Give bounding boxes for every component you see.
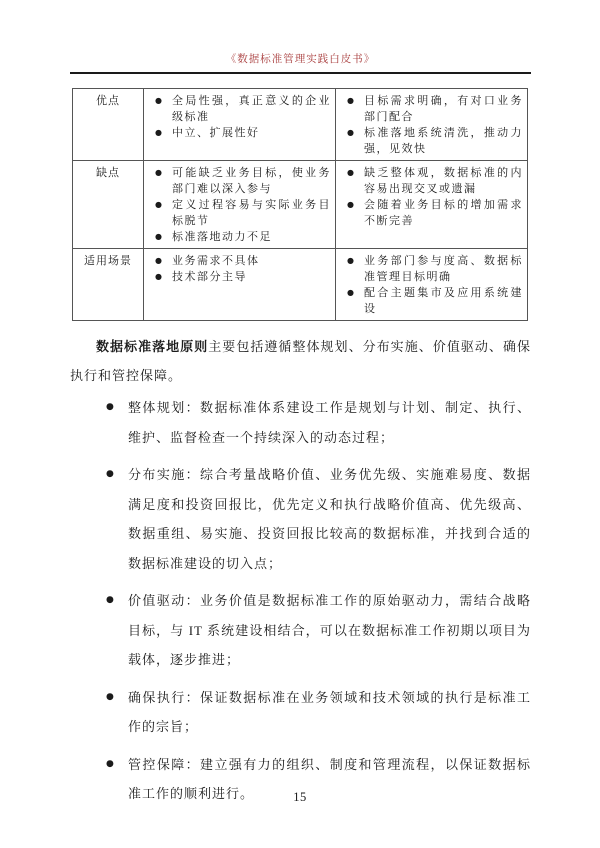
cell-bullet-text: 会随着业务目标的增加需求不断完善 [364, 199, 523, 227]
intro-paragraph [70, 332, 531, 390]
table-cell [144, 89, 336, 161]
intro-paragraph-rest: 主要包括遵循整体规划、分布实施、价值驱动、确保执行和管控保障。 [70, 339, 531, 383]
principle-text: 整体规划：数据标准体系建设工作是规划与计划、制定、执行、维护、监督检查一个持续深入的动态过程； [128, 400, 531, 445]
cell-bullet-item [340, 93, 523, 125]
cell-bullet-text: 缺乏整体观，数据标准的内容易出现交叉或遗漏 [364, 167, 523, 195]
cell-bullet-text: 标准落地动力不足 [172, 231, 272, 243]
bullet-icon: ● [155, 96, 164, 105]
table-cell [144, 249, 336, 321]
bullet-icon: ● [106, 595, 115, 605]
bullet-icon: ● [347, 168, 356, 177]
bullet-icon: ● [155, 200, 164, 209]
cell-bullet-item [340, 285, 523, 317]
bullet-icon: ● [347, 200, 356, 209]
principle-item [70, 683, 531, 742]
principle-item [70, 586, 531, 675]
cell-bullet-item [148, 165, 331, 197]
row-label: 缺点 [73, 161, 144, 249]
cell-bullet-text: 可能缺乏业务目标，使业务部门难以深入参与 [172, 167, 331, 195]
intro-paragraph-lead: 数据标准落地原则 [96, 339, 209, 354]
bullet-icon: ● [155, 272, 164, 281]
row-label: 适用场景 [73, 249, 144, 321]
cell-bullet-item [148, 269, 331, 285]
bullet-icon: ● [106, 469, 115, 479]
table-cell [336, 161, 528, 249]
cell-bullet-text: 中立、扩展性好 [172, 127, 260, 139]
page-header [70, 0, 531, 74]
row-label: 优点 [73, 89, 144, 161]
bullet-icon: ● [155, 256, 164, 265]
cell-bullet-item [148, 125, 331, 141]
bullet-icon: ● [347, 288, 356, 297]
bullet-icon: ● [106, 758, 115, 769]
table-cell [336, 249, 528, 321]
comparison-table-body [73, 89, 528, 321]
header-divider [70, 72, 531, 74]
table-row [73, 89, 528, 161]
comparison-table [72, 88, 528, 321]
page-content [70, 0, 531, 817]
cell-bullet-item [148, 93, 331, 125]
bullet-icon: ● [106, 402, 115, 412]
cell-bullet-item [340, 253, 523, 285]
principle-text: 管控保障：建立强有力的组织、制度和管理流程，以保证数据标准工作的顺利进行。 [128, 756, 531, 801]
cell-bullet-item [340, 125, 523, 157]
bullet-icon: ● [155, 168, 164, 177]
principle-text: 确保执行：保证数据标准在业务领域和技术领域的执行是标准工作的宗旨； [128, 689, 531, 734]
principle-text: 分布实施：综合考量战略价值、业务优先级、实施难易度、数据满足度和投资回报比，优先定义和执行战略价值高、优先级高、数据重组、易实施、投资回报比较高的数据标准，并找到合适的数据标准建设的切入点； [128, 467, 531, 571]
cell-bullet-item [340, 165, 523, 197]
table-row [73, 249, 528, 321]
principles-list [70, 393, 531, 809]
cell-bullet-text: 业务需求不具体 [172, 255, 260, 267]
cell-bullet-text: 配合主题集市及应用系统建设 [364, 287, 523, 315]
cell-bullet-text: 业务部门参与度高、数据标准管理目标明确 [364, 255, 523, 283]
bullet-icon: ● [155, 232, 164, 241]
page-number: 15 [293, 790, 307, 804]
document-title: 《数据标准管理实践白皮书》 [225, 54, 376, 65]
table-cell [336, 89, 528, 161]
bullet-icon: ● [106, 691, 115, 702]
cell-bullet-text: 标准落地系统清洗，推动力强，见效快 [364, 127, 523, 155]
principle-item [70, 393, 531, 452]
bullet-icon: ● [347, 256, 356, 265]
bullet-icon: ● [155, 128, 164, 137]
principle-text: 价值驱动：业务价值是数据标准工作的原始驱动力，需结合战略目标，与 IT 系统建设相结合，可以在数据标准工作初期以项目为载体，逐步推进； [128, 593, 531, 667]
cell-bullet-text: 定义过程容易与实际业务目标脱节 [172, 199, 331, 227]
cell-bullet-item [148, 229, 331, 245]
table-cell [144, 161, 336, 249]
cell-bullet-item [148, 197, 331, 229]
bullet-icon: ● [347, 128, 356, 137]
cell-bullet-text: 目标需求明确，有对口业务部门配合 [364, 95, 523, 123]
cell-bullet-text: 技术部分主导 [172, 271, 247, 283]
table-row [73, 161, 528, 249]
principle-item [70, 460, 531, 578]
cell-bullet-item [340, 197, 523, 229]
bullet-icon: ● [347, 96, 356, 105]
cell-bullet-item [148, 253, 331, 269]
cell-bullet-text: 全局性强，真正意义的企业级标准 [172, 95, 331, 123]
